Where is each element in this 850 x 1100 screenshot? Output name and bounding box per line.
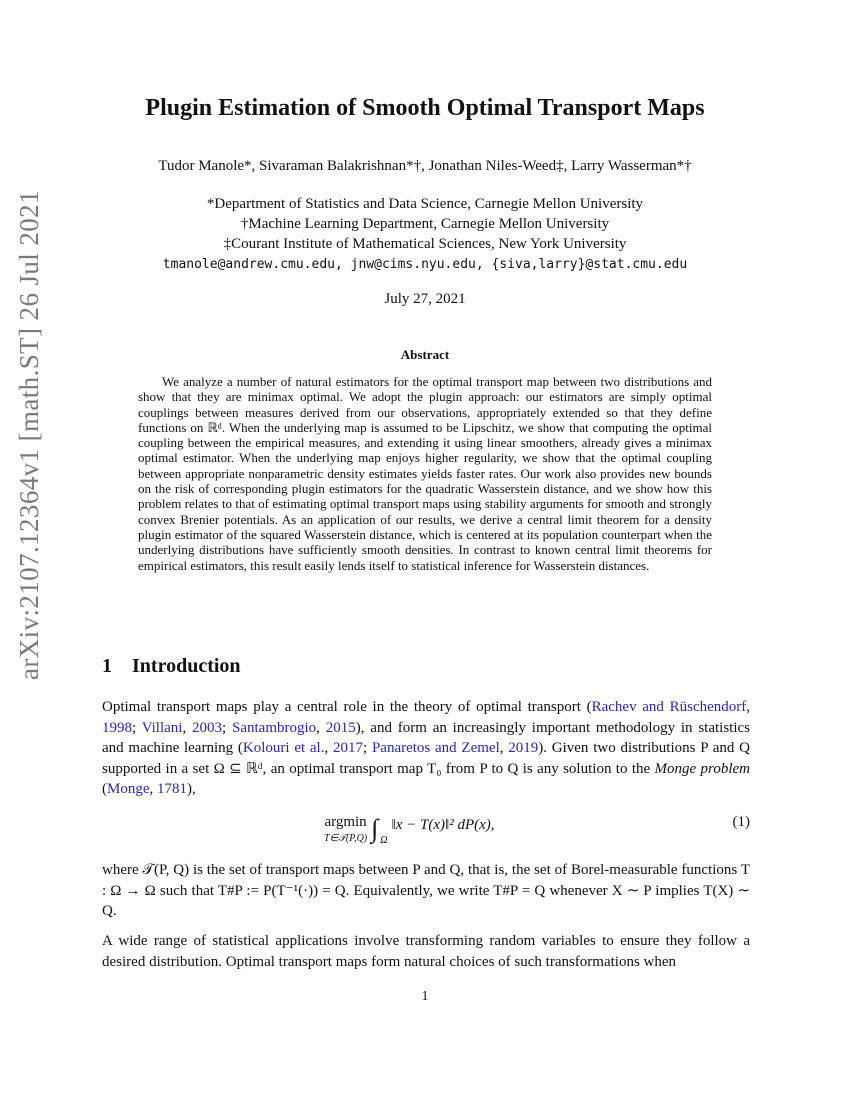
citation-link[interactable]: Santambrogio [232, 719, 317, 736]
text-run: , [499, 740, 509, 756]
author-emails: tmanole@andrew.cmu.edu, jnw@cims.nyu.edu, {siva,larry}@stat.cmu.edu [162, 257, 688, 272]
paper-title: Plugin Estimation of Smooth Optimal Transport Maps [145, 95, 705, 121]
text-run: ; [132, 719, 142, 736]
intro-paragraph-1 [102, 697, 750, 800]
equation-1 [102, 808, 750, 854]
intro-paragraph-3: A wide range of statistical applications involve transforming random variables to ensure they follow a desired distribution. Optimal transport maps form natural choices of such transformations when [102, 933, 750, 970]
intro-paragraph-2: where 𝒯(P, Q) is the set of transport maps between P and Q, that is, the set of Borel-measurable functions T : Ω → Ω such that T#P := P(T⁻¹(·)) = Q. Equivalently, we write T#P = Q whenever X ∼ P implies T(X) ∼ Q. [102, 862, 750, 919]
citation-year-link[interactable]: 2015 [325, 719, 356, 736]
affiliation-3: ‡Courant Institute of Mathematical Sciences, New York University [223, 236, 627, 252]
text-run: ). Given two distributions P and Q supported in a set Ω ⊆ ℝᵈ, an optimal transport map T₀ from P to Q is any solution to the [102, 740, 751, 777]
citation-link[interactable]: Rachev and Rüschendorf [591, 699, 747, 715]
integral-sign: ∫ [371, 814, 379, 843]
citation-year-link[interactable]: 2017 [333, 740, 363, 756]
citation-year-link[interactable]: 1998 [102, 719, 132, 736]
equation-number: (1) [732, 814, 750, 830]
text-run: , [316, 719, 326, 736]
operator-text: argmin [324, 814, 367, 830]
text-run: Optimal transport maps play a central role in the theory of optimal transport ( [102, 699, 592, 715]
text-run: ), and form an increasingly important methodology in statistics and machine learning ( [102, 719, 751, 756]
equation-body [324, 814, 495, 846]
affiliation-1: *Department of Statistics and Data Science, Carnegie Mellon University [206, 196, 644, 212]
text-run: , [746, 699, 750, 715]
citation-link[interactable]: Villani [141, 719, 183, 736]
citation-link[interactable]: Monge [107, 781, 150, 797]
affiliation-2: †Machine Learning Department, Carnegie Mellon University [240, 216, 610, 232]
section-number: 1 [102, 655, 112, 677]
citation-year-link[interactable]: 1781 [157, 781, 187, 797]
text-run: , [182, 719, 193, 736]
citation-link[interactable]: Kolouri et al. [242, 740, 325, 756]
argmin-operator [324, 814, 367, 844]
abstract-heading: Abstract [400, 347, 450, 362]
citation-link[interactable]: Panaretos and Zemel [371, 740, 500, 756]
author-list: Tudor Manole*, Sivaraman Balakrishnan*†, Jonathan Niles-Weed‡, Larry Wasserman*† [158, 158, 692, 174]
citation-year-link[interactable]: 2003 [192, 719, 223, 736]
abstract-body: We analyze a number of natural estimators for the optimal transport map between two distributions and show that they are minimax optimal. We adopt the plugin approach: our estimators are simply optimal couplings between measures derived from our observations, appropriately extended so that they define functions on ℝᵈ. When the underlying map is assumed to be Lipschitz, we show that computing the optimal coupling between the empirical measures, and extending it using linear smoothers, already gives a minimax optimal estimator. When the underlying map enjoys higher regularity, we show that the optimal coupling between appropriate nonparametric density estimates yields faster rates. Our work also provides new bounds on the risk of corresponding plugin estimators for the quadratic Wasserstein distance, and we show how this problem relates to that of estimating optimal transport maps using stability arguments for smooth and strongly convex Brenier potentials. As an application of our results, we derive a central limit theorem for a density plugin estimator of the squared Wasserstein distance, which is centered at its population counterpart when the underlying distributions have sufficiently smooth densities. In contrast to known central limit theorems for empirical estimators, this result easily lends itself to statistical inference for Wasserstein distances. [138, 374, 712, 573]
text-run: , [149, 781, 157, 797]
text-run: ( [102, 781, 107, 797]
operator-subscript: T∈𝒯(P,Q) [324, 833, 368, 844]
text-run: ; [363, 740, 372, 756]
arxiv-identifier: arXiv:2107.12364v1 [math.ST] 26 Jul 2021 [14, 190, 44, 680]
section-title: Introduction [132, 655, 241, 677]
citation-year-link[interactable]: 2019 [508, 740, 539, 756]
text-run: ; [222, 719, 233, 736]
text-run: , [324, 740, 333, 756]
integrand: ‖x − T(x)‖² dP(x), [391, 817, 495, 833]
section-heading [102, 655, 241, 678]
emphasis-text: Monge problem [654, 760, 750, 777]
text-run: ), [187, 781, 196, 797]
integral-domain: Ω [380, 835, 388, 846]
page-number: 1 [421, 989, 429, 1004]
paper-date: July 27, 2021 [384, 291, 466, 307]
